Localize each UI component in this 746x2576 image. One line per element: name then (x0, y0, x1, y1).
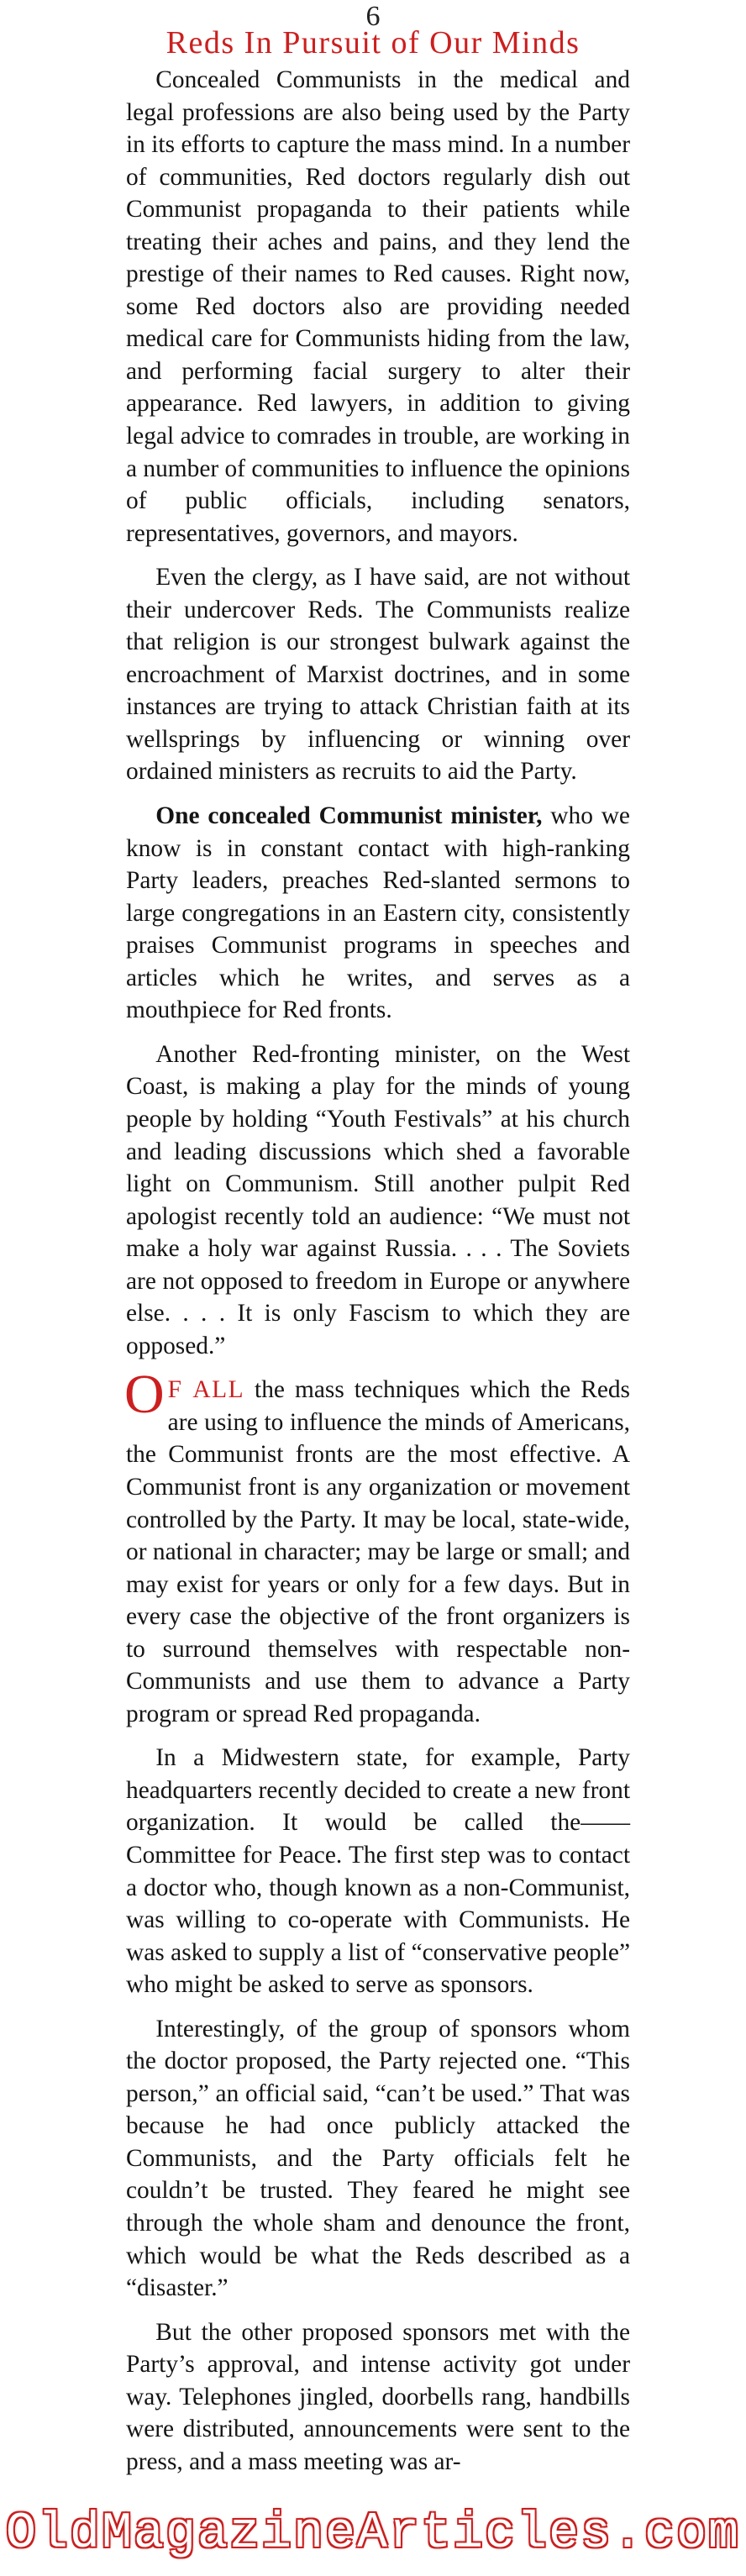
drop-cap: O (124, 1364, 165, 1426)
paragraph-4: Another Red-fronting minister, on the West Coast, is making a play for the minds of young people by holding “Youth Festivals” at his church and leading discussions which shed a favorable light on Communism. Still another pulpit Red apologist recently told an audience: “We must not make a holy war against Russia. . . . The Soviets are not opposed to freedom in Europe or anywhere else. . . . It is only Fascism to which they are opposed.” (126, 1040, 630, 1359)
watermark-text: OldMagazineArticles.com (5, 2505, 741, 2563)
footer-watermark (0, 2492, 746, 2576)
paragraph-3 (126, 800, 630, 1027)
section-opening-small-caps: F ALL (167, 1376, 245, 1404)
paragraph-2: Even the clergy, as I have said, are not without their undercover Reds. The Communists realize that religion is our strongest bulwark against the encroachment of Marxist doctrines, and in some instances are trying to attack Christian faith at its wellsprings by influencing or winning over ordained ministers as recruits to aid the Party. (126, 564, 630, 786)
paragraph-7: Interestingly, of the group of sponsors whom the doctor proposed, the Party rejected one. “This person,” an official said, “can’t be used.” That was because he had once publicly attacked the Communists, and the Party officials felt he couldn’t be trusted. They feared he might see through the whole sham and denounce the front, which would be what the Reds described as a “disaster.” (126, 2015, 630, 2302)
paragraph-3-text: who we know is in constant contact with high-ranking Party leaders, preaches Red-slanted sermons to large congregations in an Eastern city, consistently praises Communist programs in speeches and articles which he writes, and serves as a mouthpiece for Red fronts. (126, 802, 630, 1024)
paragraph-5 (124, 1364, 630, 1730)
bold-lead-in: One concealed Communist minister, (155, 802, 543, 830)
article-body (126, 64, 630, 2489)
running-title: Reds In Pursuit of Our Minds (165, 25, 581, 60)
paragraph-6: In a Midwestern state, for example, Party headquarters recently decided to create a new front organization. It would be called the——Committee for Peace. The first step was to contact a doctor who, though known as a non-Communist, was willing to co-operate with Communists. He was asked to supply a list of “conservative people” who might be asked to serve as sponsors. (126, 1744, 630, 1999)
paragraph-5-text: the mass techniques which the Reds are using to influence the minds of Americans, the Communist fronts are the most effective. A Communist front is any organization or movement controlled by the Party. It may be local, state-wide, or national in character; may be large or small; and may exist for years or only for a few days. But in every case the objective of the front organizers is to surround themselves with respectable non-Communists and use them to advance a Party program or spread Red propaganda. (126, 1376, 630, 1727)
page-number: 6 (365, 1, 381, 32)
paragraph-1: Concealed Communists in the medical and legal professions are also being used by the Party in its efforts to capture the mass mind. In a number of communities, Red doctors regularly dish out Communist propaganda to their patients while treating their aches and pains, and they lend the prestige of their names to Red causes. Right now, some Red doctors also are providing needed medical care for Communists hiding from the law, and performing facial surgery to alter their appearance. Red lawyers, in addition to giving legal advice to comrades in trouble, are working in a number of communities to influence the opinions of public officials, including senators, representatives, governors, and mayors. (126, 66, 630, 547)
paragraph-8: But the other proposed sponsors met with the Party’s approval, and intense activity got under way. Telephones jingled, doorbells rang, handbills were distributed, announcements were sent to the press, and a mass meeting was ar- (126, 2318, 630, 2475)
